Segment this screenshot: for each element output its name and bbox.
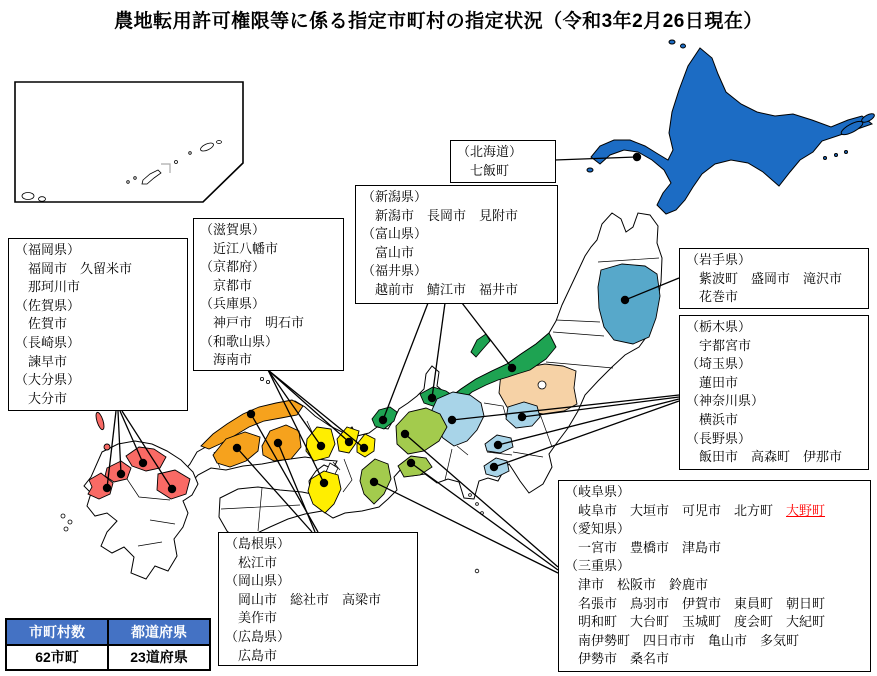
label-line: （福井県） xyxy=(362,263,428,279)
label-line: 明和町 大台町 玉城町 度会町 大紀町 xyxy=(565,614,826,630)
label-line: （岡山県） xyxy=(225,573,291,589)
label-line: （長野県） xyxy=(686,430,752,446)
label-line: （埼玉県） xyxy=(686,356,752,372)
label-line: （佐賀県） xyxy=(15,297,81,313)
label-line: （福岡県） xyxy=(15,242,81,257)
label-line: （兵庫県） xyxy=(200,296,266,312)
label-line: 広島市 xyxy=(225,647,278,663)
label-line: 南伊勢町 四日市市 亀山市 多気町 xyxy=(565,632,800,648)
label-box-iwate xyxy=(679,248,869,309)
label-box-kinki xyxy=(193,218,344,371)
label-line: 大分市 xyxy=(15,390,68,406)
label-line: （岩手県） xyxy=(686,252,752,267)
label-line: （広島県） xyxy=(225,628,291,644)
label-box-hokkaido xyxy=(450,140,556,183)
label-line: 津市 松阪市 鈴鹿市 xyxy=(565,576,709,592)
label-line: 那珂川市 xyxy=(15,279,81,295)
label-line: 岡山市 総社市 高梁市 xyxy=(225,591,382,607)
label-line: 飯田市 高森町 伊那市 xyxy=(686,449,843,465)
label-line: 花巻市 xyxy=(686,289,739,305)
summary-table-value-municipalities: 62市町 xyxy=(7,646,107,669)
label-line: （愛知県） xyxy=(565,521,631,537)
label-line: 名張市 鳥羽市 伊賀市 東員町 朝日町 xyxy=(565,595,826,611)
label-line: 新潟市 長岡市 見附市 xyxy=(362,207,519,223)
label-line: 横浜市 xyxy=(686,411,739,427)
label-line: 紫波町 盛岡市 滝沢市 xyxy=(686,270,843,286)
label-line: 七飯町 xyxy=(457,162,510,178)
label-line xyxy=(565,502,864,521)
label-line: 松江市 xyxy=(225,554,278,570)
label-line: 海南市 xyxy=(200,352,253,368)
label-line: 一宮市 豊橋市 津島市 xyxy=(565,539,722,555)
label-line: 蓮田市 xyxy=(686,374,739,390)
label-line: （和歌山県） xyxy=(200,333,279,349)
label-line: （長崎県） xyxy=(15,334,81,350)
label-line: 宇都宮市 xyxy=(686,337,752,353)
label-box-niigata-toyama-fukui xyxy=(355,185,558,304)
label-box-kyushu xyxy=(8,238,188,411)
label-line: 伊勢市 桑名市 xyxy=(565,651,670,667)
label-line: （新潟県） xyxy=(362,189,428,204)
label-line: （滋賀県） xyxy=(200,222,266,237)
label-line: （富山県） xyxy=(362,226,428,242)
gifu-cities: 岐阜市 大垣市 可児市 北方町 xyxy=(565,502,787,518)
label-line: 京都市 xyxy=(200,277,253,293)
summary-table-header-municipalities: 市町村数 xyxy=(7,620,107,644)
summary-table-value-prefectures: 23道府県 xyxy=(109,646,209,669)
label-line: 神戸市 明石市 xyxy=(200,314,305,330)
label-line: 福岡市 久留米市 xyxy=(15,260,133,276)
okinawa-inset-box xyxy=(15,82,243,202)
label-line: （三重県） xyxy=(565,558,631,574)
label-line: 越前市 鯖江市 福井市 xyxy=(362,281,519,297)
label-box-chugoku xyxy=(218,532,418,666)
label-line: （大分県） xyxy=(15,372,81,388)
label-box-tokai xyxy=(558,480,871,672)
label-line: 富山市 xyxy=(362,244,415,260)
label-line: （神奈川県） xyxy=(686,393,765,409)
page-title: 農地転用許可権限等に係る指定市町村の指定状況（令和3年2月26日現在） xyxy=(114,11,763,32)
summary-table-header-prefectures: 都道府県 xyxy=(109,620,209,644)
label-line: 美作市 xyxy=(225,610,278,626)
summary-table xyxy=(5,618,211,671)
label-box-kanto-nagano xyxy=(679,315,869,470)
label-line: （栃木県） xyxy=(686,319,752,334)
label-line: 近江八幡市 xyxy=(200,240,279,256)
label-line: （京都府） xyxy=(200,259,266,275)
hokkaido-landmass xyxy=(587,40,876,214)
label-line: （岐阜県） xyxy=(565,484,631,499)
label-line: 佐賀市 xyxy=(15,316,68,332)
label-line: 諫早市 xyxy=(15,353,68,369)
label-line: （島根県） xyxy=(225,536,291,551)
label-line: （北海道） xyxy=(457,144,523,159)
ono-town-highlight: 大野町 xyxy=(786,502,826,518)
